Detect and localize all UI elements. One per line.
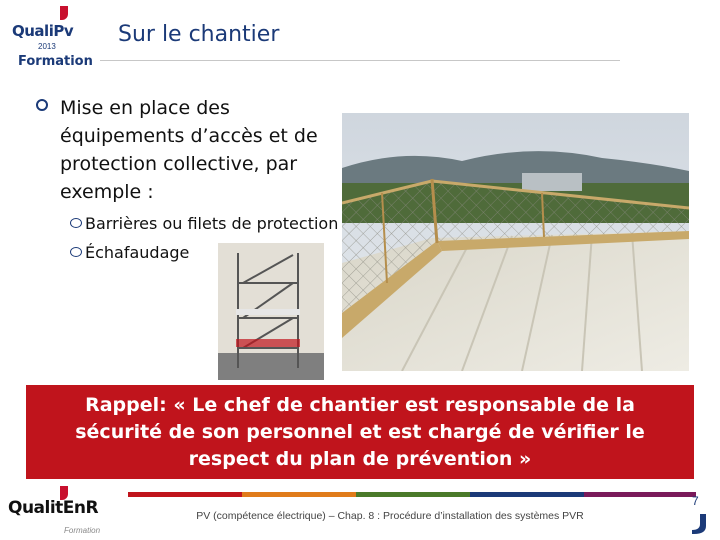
logo-year: 2013 [38, 42, 56, 51]
logo-formation-text: Formation [18, 54, 93, 69]
sub-bullet-text: Échafaudage [85, 243, 190, 262]
logo-qualienr-text: QualitEnR [8, 498, 99, 518]
corner-hook-icon [688, 500, 710, 536]
main-bullet-text: Mise en place des équipements d’accès et de protection collective, par exemple : [60, 97, 318, 203]
sub-bullet-icon [70, 218, 82, 228]
reminder-banner-text: Rappel: « Le chef de chantier est responsable de la sécurité de son personnel et est chargé de vérifier le respect du plan de prévention » [75, 394, 645, 470]
title-divider [100, 60, 620, 61]
main-bullet [36, 94, 336, 206]
scaffold-photo [218, 243, 324, 380]
qualienr-logo [6, 486, 118, 538]
footer-text: PV (compétence électrique) – Chap. 8 : Procédure d’installation des systèmes PVR [196, 510, 584, 522]
logo-hook-icon [60, 6, 68, 20]
sub-bullet-echafaudage [70, 243, 189, 262]
page-title: Sur le chantier [118, 22, 280, 47]
logo-qualipv-text: QualiPv [12, 22, 74, 40]
roof-safety-net-photo [342, 113, 689, 371]
qualipv-logo [8, 6, 100, 70]
page-number: 7 [692, 494, 699, 508]
bullet-ring-icon [36, 99, 48, 111]
sub-bullet-barrieres [70, 214, 338, 233]
footer-color-bars [128, 492, 696, 497]
logo-formation-text: Formation [64, 526, 101, 535]
sub-bullet-text: Barrières ou filets de protection [85, 214, 339, 233]
sub-bullet-icon [70, 247, 82, 257]
